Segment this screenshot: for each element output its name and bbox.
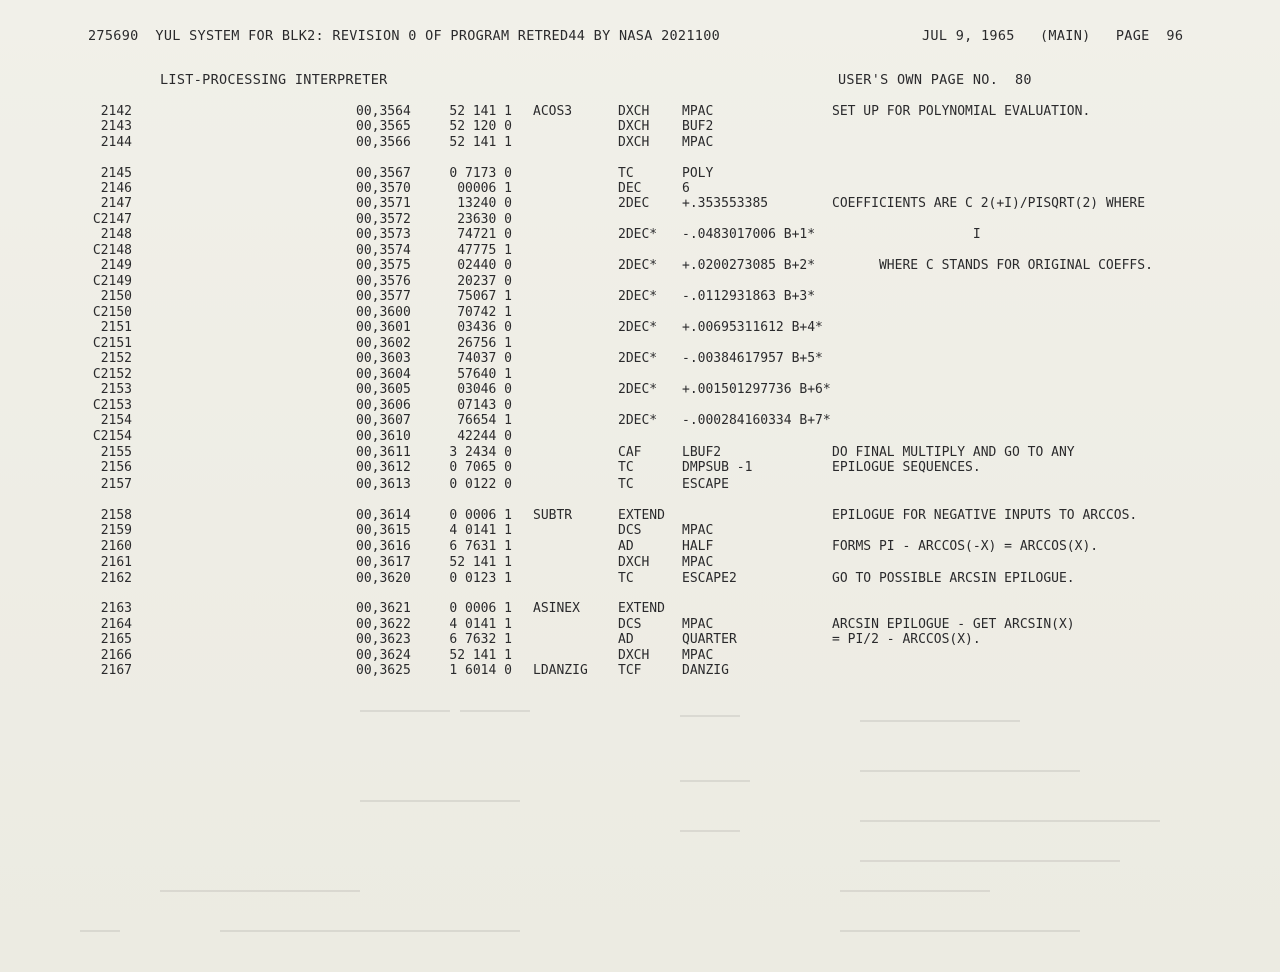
operand: -.0483017006 B+1* [682, 227, 816, 242]
operand: ESCAPE [682, 477, 729, 492]
address: 00,3610 [356, 429, 411, 444]
octal-word: 52 141 1 [449, 104, 512, 119]
octal-word: 0 7065 0 [449, 460, 512, 475]
octal-word: 52 141 1 [449, 135, 512, 150]
operand: MPAC [682, 523, 714, 538]
address: 00,3612 [356, 460, 411, 475]
line-number: C2154 [92, 429, 132, 444]
opcode: AD [618, 539, 634, 554]
address: 00,3625 [356, 663, 411, 678]
address: 00,3577 [356, 289, 411, 304]
operand: -.000284160334 B+7* [682, 413, 831, 428]
address: 00,3607 [356, 413, 411, 428]
opcode: 2DEC* [618, 320, 658, 335]
operand: +.00695311612 B+4* [682, 320, 823, 335]
opcode: DXCH [618, 648, 650, 663]
octal-word: 20237 0 [457, 274, 512, 289]
line-number: 2154 [100, 413, 132, 428]
comment: EPILOGUE FOR NEGATIVE INPUTS TO ARCCOS. [832, 508, 1138, 523]
octal-word: 3 2434 0 [449, 445, 512, 460]
line-number: 2156 [100, 460, 132, 475]
octal-word: 07143 0 [457, 398, 512, 413]
opcode: DCS [618, 523, 642, 538]
address: 00,3573 [356, 227, 411, 242]
octal-word: 0 0123 1 [449, 571, 512, 586]
opcode: 2DEC [618, 196, 650, 211]
line-number: 2165 [100, 632, 132, 647]
operand: LBUF2 [682, 445, 722, 460]
octal-word: 6 7632 1 [449, 632, 512, 647]
comment: WHERE C STANDS FOR ORIGINAL COEFFS. [832, 258, 1153, 273]
label: ASINEX [533, 601, 580, 616]
address: 00,3575 [356, 258, 411, 273]
operand: MPAC [682, 555, 714, 570]
operand: DANZIG [682, 663, 729, 678]
octal-word: 03436 0 [457, 320, 512, 335]
octal-word: 47775 1 [457, 243, 512, 258]
address: 00,3616 [356, 539, 411, 554]
octal-word: 70742 1 [457, 305, 512, 320]
comment: DO FINAL MULTIPLY AND GO TO ANY [832, 445, 1075, 460]
octal-word: 75067 1 [457, 289, 512, 304]
octal-word: 0 0006 1 [449, 601, 512, 616]
line-number: 2143 [100, 119, 132, 134]
operand: POLY [682, 166, 714, 181]
opcode: TC [618, 477, 634, 492]
octal-word: 03046 0 [457, 382, 512, 397]
octal-word: 52 141 1 [449, 555, 512, 570]
operand: -.00384617957 B+5* [682, 351, 823, 366]
operand: BUF2 [682, 119, 714, 134]
line-number: 2151 [100, 320, 132, 335]
operand: MPAC [682, 135, 714, 150]
page-header-right: JUL 9, 1965 (MAIN) PAGE 96 [922, 28, 1184, 44]
address: 00,3574 [356, 243, 411, 258]
address: 00,3564 [356, 104, 411, 119]
operand: HALF [682, 539, 714, 554]
address: 00,3600 [356, 305, 411, 320]
octal-word: 23630 0 [457, 212, 512, 227]
label: SUBTR [533, 508, 573, 523]
opcode: DCS [618, 617, 642, 632]
opcode: DXCH [618, 555, 650, 570]
line-number: 2161 [100, 555, 132, 570]
operand: MPAC [682, 648, 714, 663]
operand: +.0200273085 B+2* [682, 258, 816, 273]
comment: FORMS PI - ARCCOS(-X) = ARCCOS(X). [832, 539, 1099, 554]
octal-word: 0 7173 0 [449, 166, 512, 181]
line-number: 2148 [100, 227, 132, 242]
octal-word: 74037 0 [457, 351, 512, 366]
address: 00,3603 [356, 351, 411, 366]
page-header-left: 275690 YUL SYSTEM FOR BLK2: REVISION 0 OF PROGRAM RETRED44 BY NASA 2021100 [88, 28, 721, 44]
line-number: 2163 [100, 601, 132, 616]
opcode: TC [618, 460, 634, 475]
octal-word: 4 0141 1 [449, 523, 512, 538]
line-number: 2146 [100, 181, 132, 196]
comment: SET UP FOR POLYNOMIAL EVALUATION. [832, 104, 1091, 119]
opcode: 2DEC* [618, 351, 658, 366]
address: 00,3601 [356, 320, 411, 335]
octal-word: 42244 0 [457, 429, 512, 444]
octal-word: 13240 0 [457, 196, 512, 211]
octal-word: 02440 0 [457, 258, 512, 273]
comment: EPILOGUE SEQUENCES. [832, 460, 981, 475]
operand: MPAC [682, 104, 714, 119]
operand: 6 [682, 181, 690, 196]
address: 00,3604 [356, 367, 411, 382]
octal-word: 52 120 0 [449, 119, 512, 134]
line-number: C2149 [92, 274, 132, 289]
address: 00,3622 [356, 617, 411, 632]
address: 00,3565 [356, 119, 411, 134]
line-number: 2166 [100, 648, 132, 663]
opcode: 2DEC* [618, 227, 658, 242]
line-number: 2159 [100, 523, 132, 538]
operand: ESCAPE2 [682, 571, 737, 586]
address: 00,3572 [356, 212, 411, 227]
address: 00,3567 [356, 166, 411, 181]
opcode: TC [618, 166, 634, 181]
section-title: LIST-PROCESSING INTERPRETER [160, 72, 388, 88]
address: 00,3602 [356, 336, 411, 351]
show-through-text [80, 690, 1200, 960]
address: 00,3614 [356, 508, 411, 523]
comment: ARCSIN EPILOGUE - GET ARCSIN(X) [832, 617, 1075, 632]
opcode: 2DEC* [618, 382, 658, 397]
line-number: C2151 [92, 336, 132, 351]
address: 00,3576 [356, 274, 411, 289]
address: 00,3566 [356, 135, 411, 150]
comment: COEFFICIENTS ARE C 2(+I)/PISQRT(2) WHERE [832, 196, 1146, 211]
opcode: CAF [618, 445, 642, 460]
address: 00,3620 [356, 571, 411, 586]
address: 00,3605 [356, 382, 411, 397]
line-number: 2149 [100, 258, 132, 273]
address: 00,3571 [356, 196, 411, 211]
comment: I [832, 227, 981, 242]
octal-word: 0 0006 1 [449, 508, 512, 523]
line-number: 2167 [100, 663, 132, 678]
line-number: 2155 [100, 445, 132, 460]
operand: +.001501297736 B+6* [682, 382, 831, 397]
octal-word: 76654 1 [457, 413, 512, 428]
label: LDANZIG [533, 663, 588, 678]
opcode: 2DEC* [618, 413, 658, 428]
address: 00,3613 [356, 477, 411, 492]
octal-word: 0 0122 0 [449, 477, 512, 492]
octal-word: 52 141 1 [449, 648, 512, 663]
address: 00,3615 [356, 523, 411, 538]
address: 00,3617 [356, 555, 411, 570]
address: 00,3570 [356, 181, 411, 196]
address: 00,3621 [356, 601, 411, 616]
address: 00,3606 [356, 398, 411, 413]
line-number: 2153 [100, 382, 132, 397]
octal-word: 00006 1 [457, 181, 512, 196]
line-number: 2162 [100, 571, 132, 586]
octal-word: 6 7631 1 [449, 539, 512, 554]
line-number: 2142 [100, 104, 132, 119]
opcode: DXCH [618, 135, 650, 150]
line-number: C2148 [92, 243, 132, 258]
opcode: DXCH [618, 104, 650, 119]
line-number: 2144 [100, 135, 132, 150]
line-number: C2147 [92, 212, 132, 227]
line-number: C2150 [92, 305, 132, 320]
label: ACOS3 [533, 104, 573, 119]
comment: GO TO POSSIBLE ARCSIN EPILOGUE. [832, 571, 1075, 586]
line-number: C2152 [92, 367, 132, 382]
operand: +.353553385 [682, 196, 769, 211]
opcode: 2DEC* [618, 289, 658, 304]
opcode: EXTEND [618, 508, 665, 523]
line-number: 2164 [100, 617, 132, 632]
opcode: DEC [618, 181, 642, 196]
line-number: 2150 [100, 289, 132, 304]
operand: DMPSUB -1 [682, 460, 753, 475]
user-page-number: USER'S OWN PAGE NO. 80 [838, 72, 1032, 88]
address: 00,3624 [356, 648, 411, 663]
octal-word: 26756 1 [457, 336, 512, 351]
opcode: 2DEC* [618, 258, 658, 273]
line-number: 2152 [100, 351, 132, 366]
line-number: 2160 [100, 539, 132, 554]
operand: -.0112931863 B+3* [682, 289, 816, 304]
opcode: TC [618, 571, 634, 586]
octal-word: 4 0141 1 [449, 617, 512, 632]
line-number: 2158 [100, 508, 132, 523]
comment: = PI/2 - ARCCOS(X). [832, 632, 981, 647]
octal-word: 1 6014 0 [449, 663, 512, 678]
line-number: 2157 [100, 477, 132, 492]
opcode: AD [618, 632, 634, 647]
line-number: 2147 [100, 196, 132, 211]
opcode: TCF [618, 663, 642, 678]
operand: MPAC [682, 617, 714, 632]
address: 00,3611 [356, 445, 411, 460]
operand: QUARTER [682, 632, 737, 647]
address: 00,3623 [356, 632, 411, 647]
octal-word: 57640 1 [457, 367, 512, 382]
opcode: DXCH [618, 119, 650, 134]
octal-word: 74721 0 [457, 227, 512, 242]
line-number: 2145 [100, 166, 132, 181]
opcode: EXTEND [618, 601, 665, 616]
line-number: C2153 [92, 398, 132, 413]
